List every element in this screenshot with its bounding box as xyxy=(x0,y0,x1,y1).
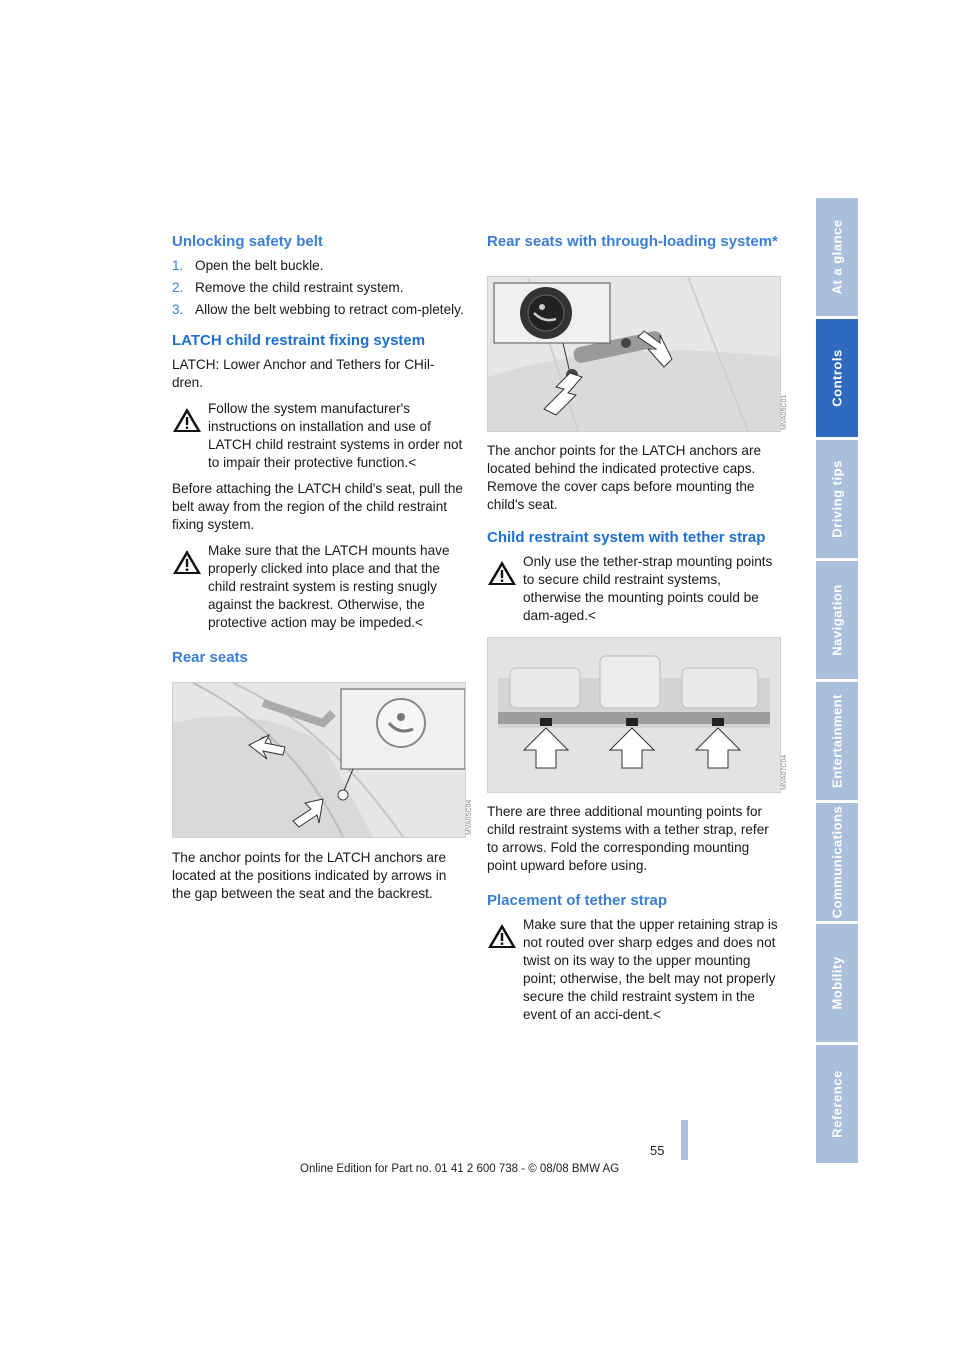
tab-navigation[interactable]: Navigation xyxy=(816,561,858,679)
warning-icon xyxy=(487,922,517,950)
warning-icon xyxy=(487,559,517,587)
tab-communications[interactable]: Communications xyxy=(816,803,858,921)
placement-heading: Placement of tether strap xyxy=(487,892,668,909)
unlock-heading: Unlocking safety belt xyxy=(172,233,323,250)
right-column-middle xyxy=(487,442,780,633)
section-tabs xyxy=(816,198,858,1166)
through-fig-code: MVA05C01 xyxy=(781,394,788,430)
rear-fig-code: MVA05C04 xyxy=(466,799,473,835)
unlock-steps xyxy=(172,257,464,319)
step-1: 1. Open the belt buckle. xyxy=(172,258,324,273)
through-loading-drawing xyxy=(488,277,780,431)
tether-mounting-illustration xyxy=(487,637,781,793)
warning-icon xyxy=(172,406,202,434)
warning-latch-instructions: Follow the system manufacturer's instructions on installation and use of LATCH child restraint systems in order not to impair their protective function.< xyxy=(172,400,464,472)
right-column-bottom xyxy=(487,803,780,1032)
tab-at-a-glance[interactable]: At a glance xyxy=(816,198,858,316)
page-number: 55 xyxy=(650,1143,665,1158)
rear-seats-text-block xyxy=(172,849,464,911)
warning-icon xyxy=(172,548,202,576)
tab-driving-tips[interactable]: Driving tips xyxy=(816,440,858,558)
warning-latch-mounts: Make sure that the LATCH mounts have properly clicked into place and that the child restraint system is resting snugly against the backrest. Otherwise, the protective action may be impeded.< xyxy=(172,542,464,632)
through-loading-text: The anchor points for the LATCH anchors are located behind the indicated protective caps. Remove the cover caps before mounting the child's seat. xyxy=(487,443,762,512)
rear-seat-anchor-drawing xyxy=(173,683,465,837)
rear-seats-illustration xyxy=(172,682,466,838)
step-2: 2. Remove the child restraint system. xyxy=(172,280,404,295)
latch-intro: LATCH: Lower Anchor and Tethers for CHil-dren. xyxy=(172,357,435,390)
warning-placement: Make sure that the upper retaining strap is not routed over sharp edges and does not twist on its way to the upper mounting point; otherwise, the belt may not properly secure the child restraint system in the event of an acci-dent.< xyxy=(487,916,780,1024)
rear-seats-heading: Rear seats xyxy=(172,649,248,666)
tab-entertainment[interactable]: Entertainment xyxy=(816,682,858,800)
latch-heading: LATCH child restraint fixing system xyxy=(172,332,426,349)
step-3: 3. Allow the belt webbing to retract com-pletely. xyxy=(172,302,464,317)
tab-reference[interactable]: Reference xyxy=(816,1045,858,1163)
before-attach-text: Before attaching the LATCH child's seat, pull the belt away from the region of the child restraint fixing system. xyxy=(172,481,463,532)
tether-points-drawing xyxy=(488,638,780,792)
tether-text: There are three additional mounting points for child restraint systems with a tether strap, refer to arrows. Fold the corresponding mounting point upward before using. xyxy=(487,804,769,873)
page-marker-bar xyxy=(681,1120,688,1160)
rear-seats-text: The anchor points for the LATCH anchors are located at the positions indicated by arrows in the gap between the seat and the backrest. xyxy=(172,850,447,901)
right-column-top xyxy=(487,232,780,257)
warning-tether-mounting: Only use the tether-strap mounting points to secure child restraint systems, otherwise the mounting points could be dam-aged.< xyxy=(487,553,780,625)
tether-fig-code: MVA07C04 xyxy=(781,754,788,790)
tether-heading: Child restraint system with tether strap xyxy=(487,529,766,546)
tab-controls[interactable]: Controls xyxy=(816,319,858,437)
through-loading-illustration xyxy=(487,276,781,432)
footer-text: Online Edition for Part no. 01 41 2 600 738 - © 08/08 BMW AG xyxy=(300,1163,620,1175)
left-column xyxy=(172,232,464,673)
through-loading-heading: Rear seats with through-loading system* xyxy=(487,233,778,250)
tab-mobility[interactable]: Mobility xyxy=(816,924,858,1042)
